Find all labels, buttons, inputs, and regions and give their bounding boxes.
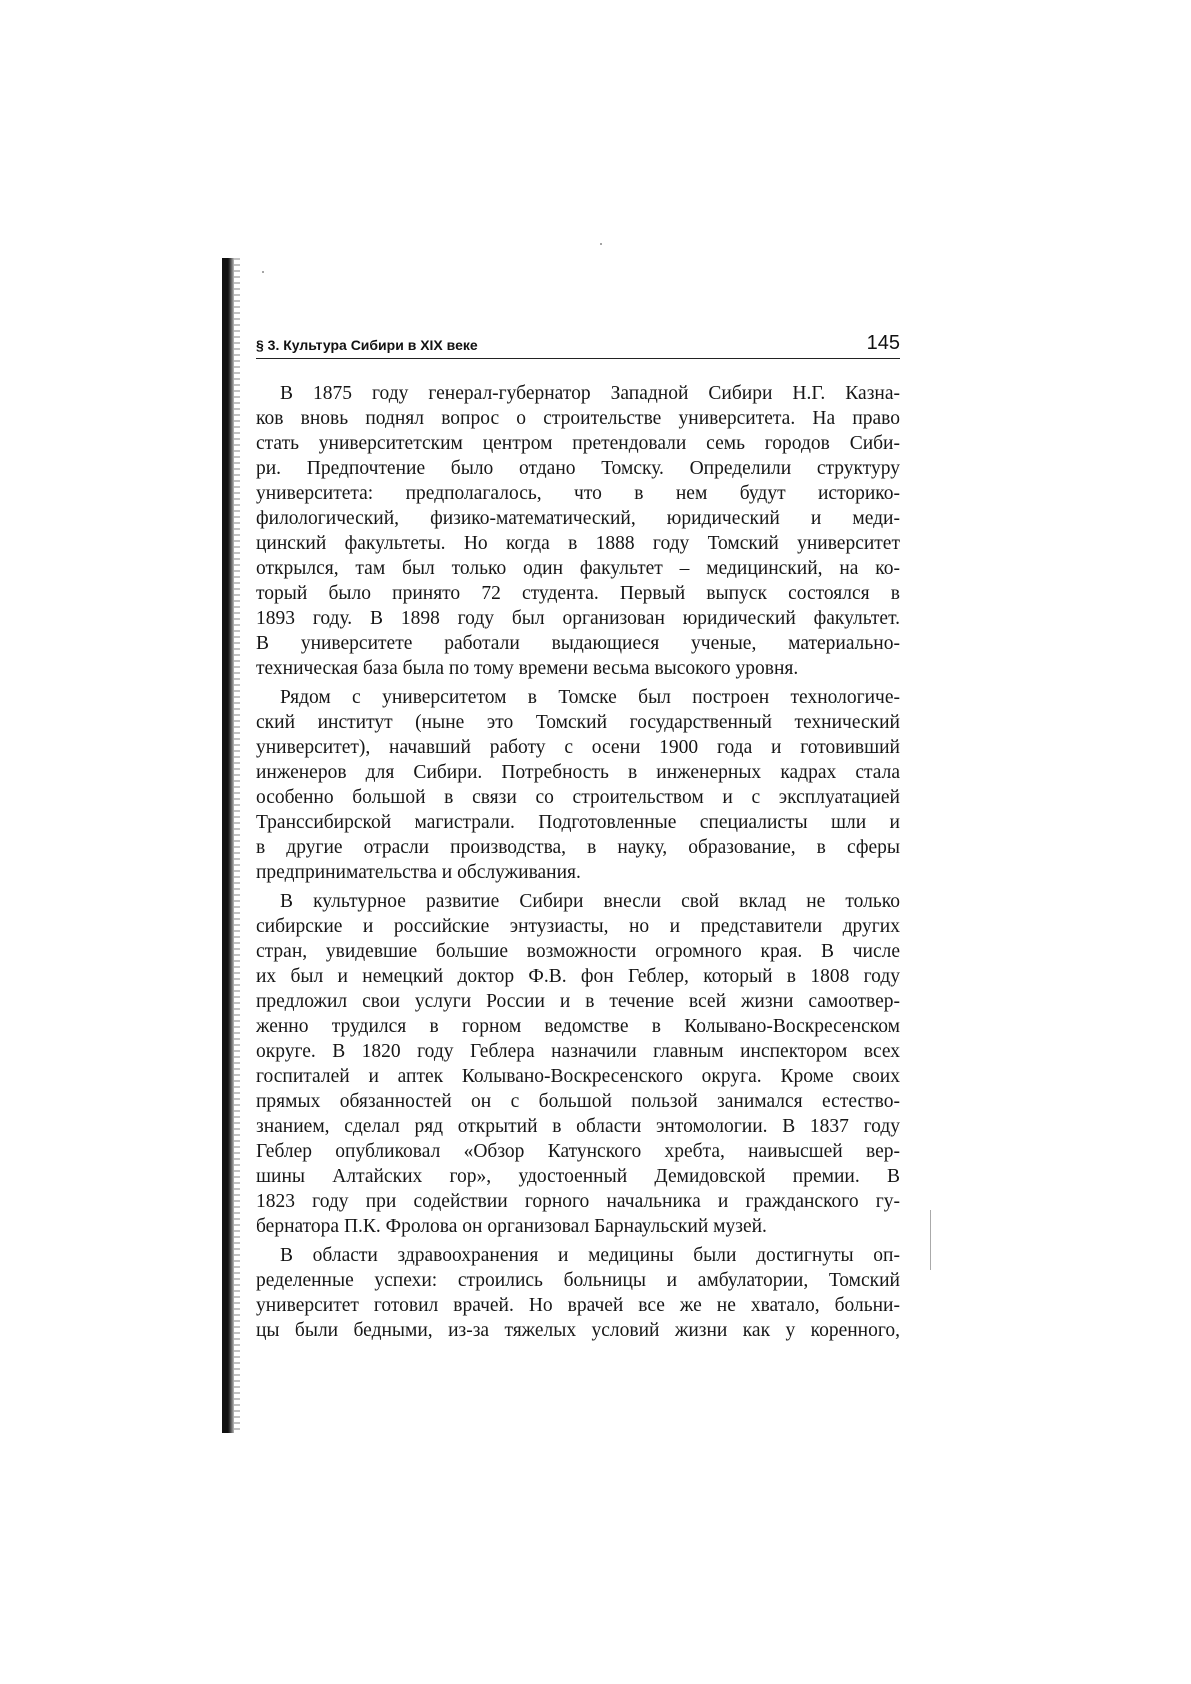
paragraph	[256, 889, 900, 1239]
text-line: предложил свои услуги России и в течение всей жизни самоотвер-	[256, 991, 900, 1012]
text-line: стран, увидевшие большие возможности огромного края. В числе	[256, 941, 900, 962]
text-line: торый было принято 72 студента. Первый выпуск состоялся в	[256, 583, 900, 604]
scan-speck	[600, 243, 602, 245]
text-line: В культурное развитие Сибири внесли свой вклад не только	[280, 891, 900, 912]
text-line: филологический, физико-математический, юридический и меди-	[256, 508, 900, 529]
text-line: бернатора П.К. Фролова он организовал Барнаульский музей.	[256, 1216, 767, 1237]
text-line: знанием, сделал ряд открытий в области энтомологии. В 1837 году	[256, 1116, 900, 1137]
text-line: 1893 году. В 1898 году был организован юридический факультет.	[256, 608, 900, 629]
page-number: 145	[866, 332, 900, 354]
text-line: В университете работали выдающиеся ученые, материально-	[256, 633, 900, 654]
text-line: открылся, там был только один факультет – медицинский, на ко-	[256, 558, 900, 579]
text-line: их был и немецкий доктор Ф.В. фон Геблер, который в 1808 году	[256, 966, 900, 987]
paragraph	[256, 381, 900, 681]
text-line: Транссибирской магистрали. Подготовленные специалисты шли и	[256, 812, 900, 833]
text-line: университет), начавший работу с осени 1900 года и готовивший	[256, 737, 900, 758]
text-line: университет готовил врачей. Но врачей все же не хватало, больни-	[256, 1295, 900, 1316]
text-line: округе. В 1820 году Геблера назначили главным инспектором всех	[256, 1041, 900, 1062]
text-line: цы были бедными, из-за тяжелых условий жизни как у коренного,	[256, 1320, 900, 1341]
body-text	[256, 381, 900, 1343]
text-line: стать университетским центром претендовали семь городов Сиби-	[256, 433, 900, 454]
text-line: сибирские и российские энтузиасты, но и представители других	[256, 916, 900, 937]
text-line: шины Алтайских гор», удостоенный Демидовской премии. В	[256, 1166, 900, 1187]
text-line: Рядом с университетом в Томске был построен технологиче-	[280, 687, 900, 708]
text-line: 1823 году при содействии горного начальника и гражданского гу-	[256, 1191, 900, 1212]
text-line: университета: предполагалось, что в нем будут историко-	[256, 483, 900, 504]
text-line: женно трудился в горном ведомстве в Колывано-Воскресенском	[256, 1016, 900, 1037]
paragraph	[256, 685, 900, 885]
text-line: Геблер опубликовал «Обзор Катунского хребта, наивысшей вер-	[256, 1141, 900, 1162]
text-line: В области здравоохранения и медицины были достигнуты оп-	[280, 1245, 900, 1266]
text-line: в другие отрасли производства, в науку, образование, в сферы	[256, 837, 900, 858]
text-line: предпринимательства и обслуживания.	[256, 862, 581, 883]
scan-speck	[262, 271, 264, 273]
paragraph	[256, 1243, 900, 1343]
text-line: прямых обязанностей он с большой пользой занимался естество-	[256, 1091, 900, 1112]
scan-speck	[930, 1210, 931, 1270]
running-header	[256, 328, 900, 359]
text-line: инженеров для Сибири. Потребность в инженерных кадрах стала	[256, 762, 900, 783]
text-line: цинский факультеты. Но когда в 1888 году Томский университет	[256, 533, 900, 554]
text-line: особенно большой в связи со строительством и с эксплуатацией	[256, 787, 900, 808]
text-line: В 1875 году генерал-губернатор Западной Сибири Н.Г. Казна-	[280, 383, 900, 404]
text-line: ков вновь поднял вопрос о строительстве университета. На право	[256, 408, 900, 429]
text-line: ределенные успехи: строились больницы и амбулатории, Томский	[256, 1270, 900, 1291]
text-line: техническая база была по тому времени весьма высокого уровня.	[256, 658, 799, 679]
text-line: ский институт (ныне это Томский государственный технический	[256, 712, 900, 733]
text-line: госпиталей и аптек Колывано-Воскресенского округа. Кроме своих	[256, 1066, 900, 1087]
section-title: § 3. Культура Сибири в XIX веке	[256, 337, 478, 353]
scan-binding-edge	[222, 258, 234, 1433]
text-line: ри. Предпочтение было отдано Томску. Определили структуру	[256, 458, 900, 479]
